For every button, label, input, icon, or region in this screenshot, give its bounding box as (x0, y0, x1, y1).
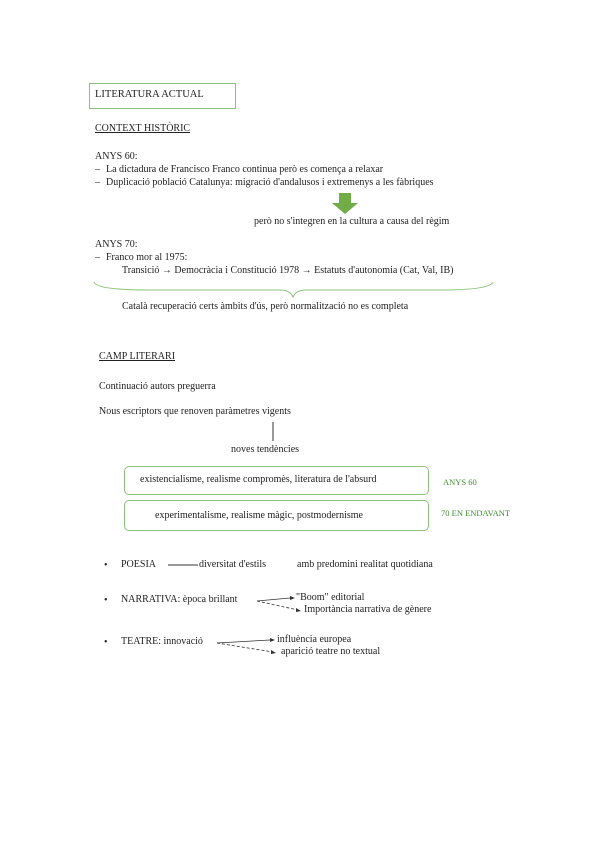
narrativa-target-1: "Boom" editorial (296, 592, 365, 603)
continuation-text: Continuació autors preguerra (99, 381, 216, 392)
context-heading: CONTEXT HISTÒRIC (95, 123, 191, 134)
anys60-result: però no s'integren en la cultura a causa del règim (254, 216, 450, 227)
trend-box-2-text: experimentalisme, realisme màgic, postmodernisme (155, 510, 363, 521)
page-title: LITERATURA ACTUAL (95, 89, 204, 100)
teatre-label: TEATRE: innovació (121, 636, 203, 647)
anys70-label: ANYS 70: (95, 239, 138, 250)
camp-heading: CAMP LITERARI (99, 351, 176, 362)
new-writers-text: Nous escriptors que renoven paràmetres vigents (99, 406, 291, 417)
teatre-target-2: aparició teatre no textual (281, 646, 381, 657)
narrativa-target-2: Importància narrativa de gènere (304, 604, 432, 615)
new-trends-text: noves tendències (231, 444, 300, 455)
anys70-item: Franco mor al 1975: (106, 252, 188, 263)
anys60-dash-2: – (95, 177, 100, 188)
tag-70-endavant: 70 EN ENDAVANT (441, 508, 511, 518)
anys60-item-2: Duplicació població Catalunya: migració d'andalusos i extremenys a les fàbriques (106, 177, 434, 188)
anys60-dash-1: – (95, 164, 100, 175)
tag-anys-60: ANYS 60 (443, 477, 477, 487)
anys60-label: ANYS 60: (95, 151, 138, 162)
bullet-dot-3: • (104, 637, 108, 648)
trend-box-1-text: existencialisme, realisme compromès, literatura de l'absurd (140, 474, 377, 485)
anys60-item-1: La dictadura de Francisco Franco continua però es comença a relaxar (106, 164, 384, 175)
narrativa-label: NARRATIVA: època brillant (121, 594, 238, 605)
bullet-dot-1: • (104, 560, 108, 571)
anys70-result: Català recuperació certs àmbits d'ús, però normalització no es completa (122, 301, 409, 312)
anys70-sub: Transició → Democràcia i Constitució 1978 → Estatuts d'autonomia (Cat, Val, IB) (122, 265, 454, 276)
teatre-target-1: influència europea (277, 634, 352, 645)
poesia-target-1: diversitat d'estils (199, 559, 267, 570)
anys70-dash: – (95, 252, 100, 263)
poesia-target-2: amb predomini realitat quotidiana (297, 559, 433, 570)
bullet-dot-2: • (104, 595, 108, 606)
poesia-label: POESIA (121, 559, 157, 570)
